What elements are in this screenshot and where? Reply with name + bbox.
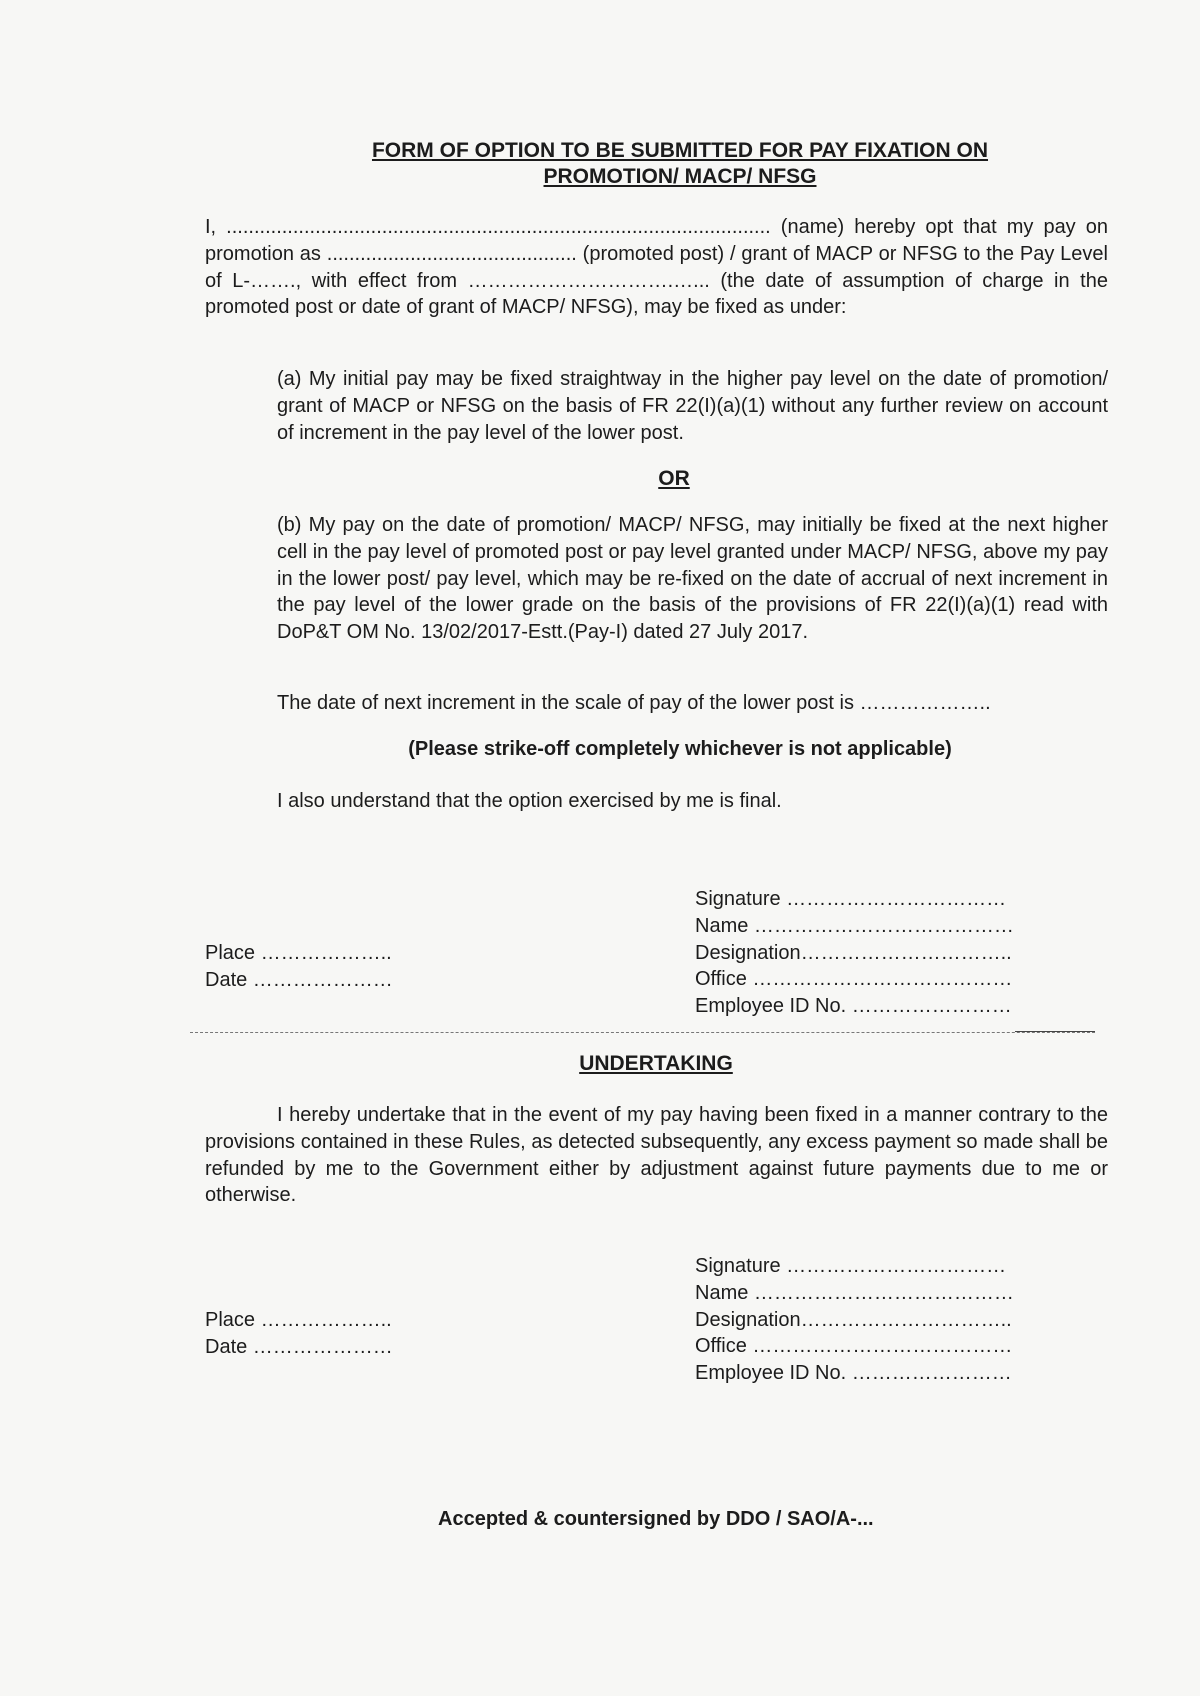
place-field: Place ……………….. — [205, 942, 392, 964]
signature-field: Signature …………………………… — [695, 1255, 1007, 1277]
employee-id-field: Employee ID No. …………………… — [695, 995, 1012, 1018]
place-date-block-2 — [205, 1307, 393, 1361]
countersigned-line: Accepted & countersigned by DDO / SAO/A-... — [438, 1508, 874, 1530]
place-date-block-1 — [205, 940, 393, 994]
intro-paragraph: I, .................................................................................................. (name) hereby opt that my pay on promotion as ............................................. (promoted post) / grant of MACP or NFSG to the Pay Level of L-……., with effect from ………………………….…... (the date of assumption of charge in the promoted post or date of grant of MACP/ NFSG), may be fixed as under: — [205, 216, 1108, 319]
office-field: Office ………………………………… — [695, 1335, 1013, 1358]
form-title-line-1: FORM OF OPTION TO BE SUBMITTED FOR PAY FIXATION ON — [371, 139, 989, 162]
date-field: Date ………………… — [205, 968, 393, 991]
name-field: Name ………………………………… — [695, 1281, 1014, 1304]
date-field: Date ………………… — [205, 1335, 393, 1358]
undertaking-paragraph: I hereby undertake that in the event of my pay having been fixed in a manner contrary to the provisions contained in these Rules, as detected subsequently, any excess payment so made shall be refunded by me to the Government either by adjustment against future payments due to me or otherwise. — [205, 1104, 1108, 1207]
undertaking-heading: UNDERTAKING — [579, 1052, 733, 1075]
name-field: Name ………………………………… — [695, 914, 1014, 937]
designation-field: Designation………………………….. — [695, 941, 1012, 964]
designation-field: Designation………………………….. — [695, 1308, 1012, 1331]
section-divider-solid — [1015, 1031, 1095, 1032]
signature-block-2 — [695, 1253, 1014, 1387]
signature-block-1 — [695, 886, 1014, 1020]
office-field: Office ………………………………… — [695, 968, 1013, 991]
form-title-line-2: PROMOTION/ MACP/ NFSG — [543, 165, 817, 188]
strike-off-note: (Please strike-off completely whichever is not applicable) — [408, 738, 952, 760]
option-a-paragraph: (a) My initial pay may be fixed straightway in the higher pay level on the date of promotion/ grant of MACP or NFSG on the basis of FR 22(I)(a)(1) without any further review on account of increment in the pay level of the lower post. — [277, 368, 1108, 444]
signature-field: Signature …………………………… — [695, 888, 1007, 910]
next-increment-line: The date of next increment in the scale of pay of the lower post is ……………….. — [277, 692, 991, 714]
final-option-note: I also understand that the option exercised by me is final. — [277, 790, 782, 812]
or-heading: OR — [658, 467, 690, 490]
employee-id-field: Employee ID No. …………………… — [695, 1362, 1012, 1385]
section-divider — [190, 1032, 1095, 1033]
place-field: Place ……………….. — [205, 1309, 392, 1331]
option-b-paragraph: (b) My pay on the date of promotion/ MACP/ NFSG, may initially be fixed at the next higher cell in the pay level of promoted post or pay level granted under MACP/ NFSG, above my pay in the lower post/ pay level, which may be re-fixed on the date of accrual of next increment in the pay level of the lower grade on the basis of the provisions of FR 22(I)(a)(1) read with DoP&T OM No. 13/02/2017-Estt.(Pay-I) dated 27 July 2017. — [277, 514, 1108, 644]
